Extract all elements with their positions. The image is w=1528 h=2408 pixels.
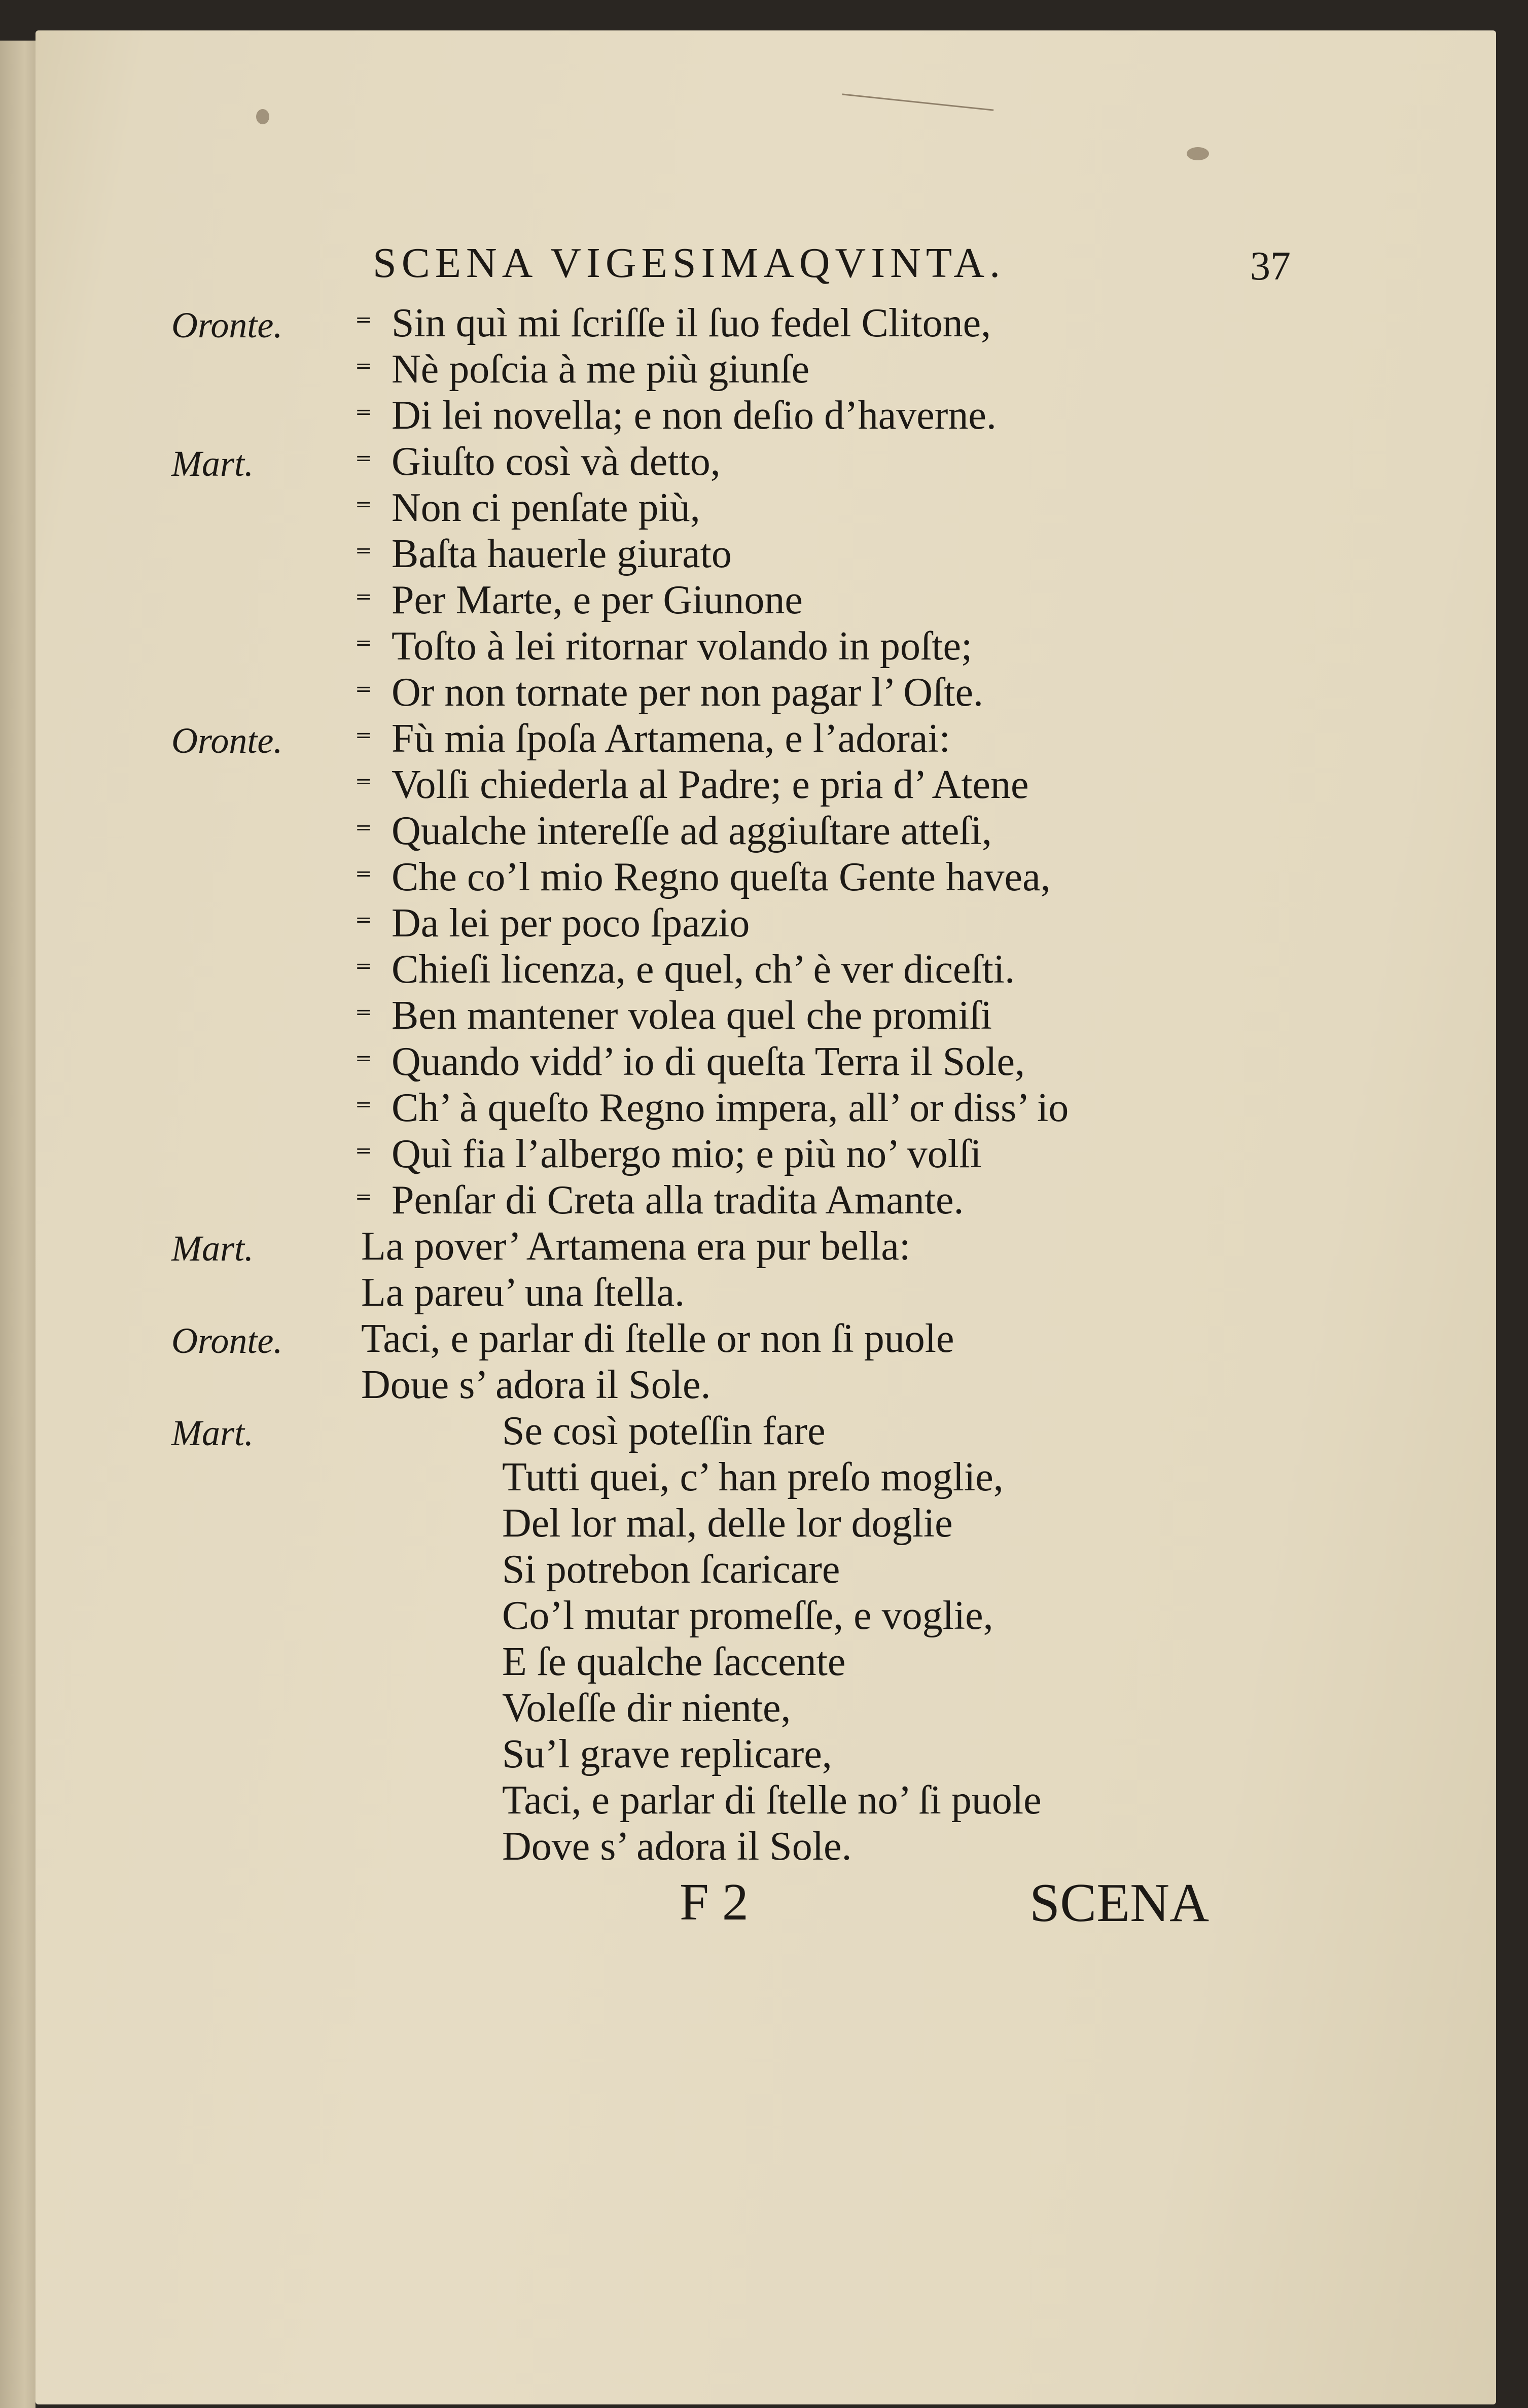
quote-mark: ⁼ bbox=[355, 492, 372, 528]
verse-line: ⁼ Penſar di Creta alla tradita Amante. bbox=[355, 1178, 964, 1223]
speaker-label: Oronte. bbox=[171, 305, 283, 345]
verse-line: ⁼ Per Marte, e per Giunone bbox=[355, 578, 803, 622]
quote-mark: ⁼ bbox=[355, 400, 372, 436]
paper-stain bbox=[256, 109, 269, 124]
speaker-label: Mart. bbox=[171, 1413, 254, 1453]
verse-line: ⁼ Chieſi licenza, e quel, ch’ è ver diceſti. bbox=[355, 947, 1015, 992]
verse-line: Su’l grave replicare, bbox=[502, 1732, 832, 1776]
page-header: SCENA VIGESIMAQVINTA. bbox=[373, 239, 1006, 287]
verse-line: ⁼ Giuſto così và detto, bbox=[355, 439, 721, 484]
verse-line: Si potrebon ſcaricare bbox=[502, 1547, 840, 1592]
quote-mark: ⁼ bbox=[355, 1138, 372, 1174]
verse-line: La pover’ Artamena era pur bella: bbox=[361, 1224, 911, 1269]
speaker-label: Oronte. bbox=[171, 1320, 283, 1361]
quote-mark: ⁼ bbox=[355, 354, 372, 390]
verse-line: ⁼ Qualche intereſſe ad aggiuſtare atteſi, bbox=[355, 809, 992, 853]
quote-mark: ⁼ bbox=[355, 1092, 372, 1128]
quote-mark: ⁼ bbox=[355, 1046, 372, 1082]
quote-mark: ⁼ bbox=[355, 1184, 372, 1220]
signature-mark: F 2 bbox=[680, 1873, 749, 1931]
quote-mark: ⁼ bbox=[355, 538, 372, 574]
verse-line: Tutti quei, c’ han preſo moglie, bbox=[502, 1455, 1004, 1499]
verse-line: ⁼ Quì fia l’albergo mio; e più no’ volſi bbox=[355, 1132, 982, 1176]
paper-stain bbox=[1187, 147, 1209, 160]
verse-line: ⁼ Non ci penſate più, bbox=[355, 485, 700, 530]
quote-mark: ⁼ bbox=[355, 954, 372, 990]
quote-mark: ⁼ bbox=[355, 677, 372, 713]
quote-mark: ⁼ bbox=[355, 815, 372, 851]
verse-line: ⁼ Che co’l mio Regno queſta Gente havea, bbox=[355, 855, 1051, 899]
verse-line: E ſe qualche ſaccente bbox=[502, 1639, 846, 1684]
verse-line: La pareu’ una ſtella. bbox=[361, 1270, 685, 1315]
verse-line: Doue s’ adora il Sole. bbox=[361, 1363, 711, 1407]
catchword: SCENA bbox=[1029, 1873, 1210, 1933]
paper-scratch bbox=[842, 93, 994, 111]
verse-line: ⁼ Di lei novella; e non deſio d’haverne. bbox=[355, 393, 997, 438]
quote-mark: ⁼ bbox=[355, 769, 372, 805]
quote-mark: ⁼ bbox=[355, 631, 372, 667]
verse-line: ⁼ Volſi chiederla al Padre; e pria d’ Atene bbox=[355, 762, 1029, 807]
verse-line: ⁼ Sin quì mi ſcriſſe il ſuo fedel Clitone, bbox=[355, 301, 991, 345]
verse-line: ⁼ Baſta hauerle giurato bbox=[355, 532, 732, 576]
verse-line: Dove s’ adora il Sole. bbox=[502, 1824, 852, 1869]
quote-mark: ⁼ bbox=[355, 861, 372, 897]
verse-line: Voleſſe dir niente, bbox=[502, 1686, 791, 1730]
verse-line: Taci, e parlar di ſtelle or non ſi puole bbox=[361, 1316, 954, 1361]
speaker-label: Mart. bbox=[171, 443, 254, 484]
book-gutter bbox=[0, 41, 35, 2408]
quote-mark: ⁼ bbox=[355, 584, 372, 620]
quote-mark: ⁼ bbox=[355, 723, 372, 759]
verse-line: ⁼ Ben mantener volea quel che promiſi bbox=[355, 993, 992, 1038]
speaker-label: Mart. bbox=[171, 1228, 254, 1269]
quote-mark: ⁼ bbox=[355, 307, 372, 343]
verse-line: ⁼ Ch’ à queſto Regno impera, all’ or diss’ io bbox=[355, 1086, 1069, 1130]
verse-line: Co’l mutar promeſſe, e voglie, bbox=[502, 1593, 993, 1638]
page-number: 37 bbox=[1250, 244, 1291, 289]
quote-mark: ⁼ bbox=[355, 1000, 372, 1036]
verse-line: ⁼ Nè poſcia à me più giunſe bbox=[355, 347, 810, 392]
verse-line: ⁼ Or non tornate per non pagar l’ Oſte. bbox=[355, 670, 983, 715]
verse-line: ⁼ Da lei per poco ſpazio bbox=[355, 901, 750, 946]
verse-line: Del lor mal, delle lor doglie bbox=[502, 1501, 953, 1546]
verse-line: ⁼ Quando vidd’ io di queſta Terra il Sole, bbox=[355, 1039, 1025, 1084]
verse-line: Se così poteſſin fare bbox=[502, 1409, 826, 1453]
verse-line: ⁼ Fù mia ſpoſa Artamena, e l’adorai: bbox=[355, 716, 950, 761]
quote-mark: ⁼ bbox=[355, 446, 372, 482]
speaker-label: Oronte. bbox=[171, 720, 283, 761]
verse-line: ⁼ Toſto à lei ritornar volando in poſte; bbox=[355, 624, 973, 669]
verse-line: Taci, e parlar di ſtelle no’ ſi puole bbox=[502, 1778, 1042, 1823]
quote-mark: ⁼ bbox=[355, 908, 372, 944]
